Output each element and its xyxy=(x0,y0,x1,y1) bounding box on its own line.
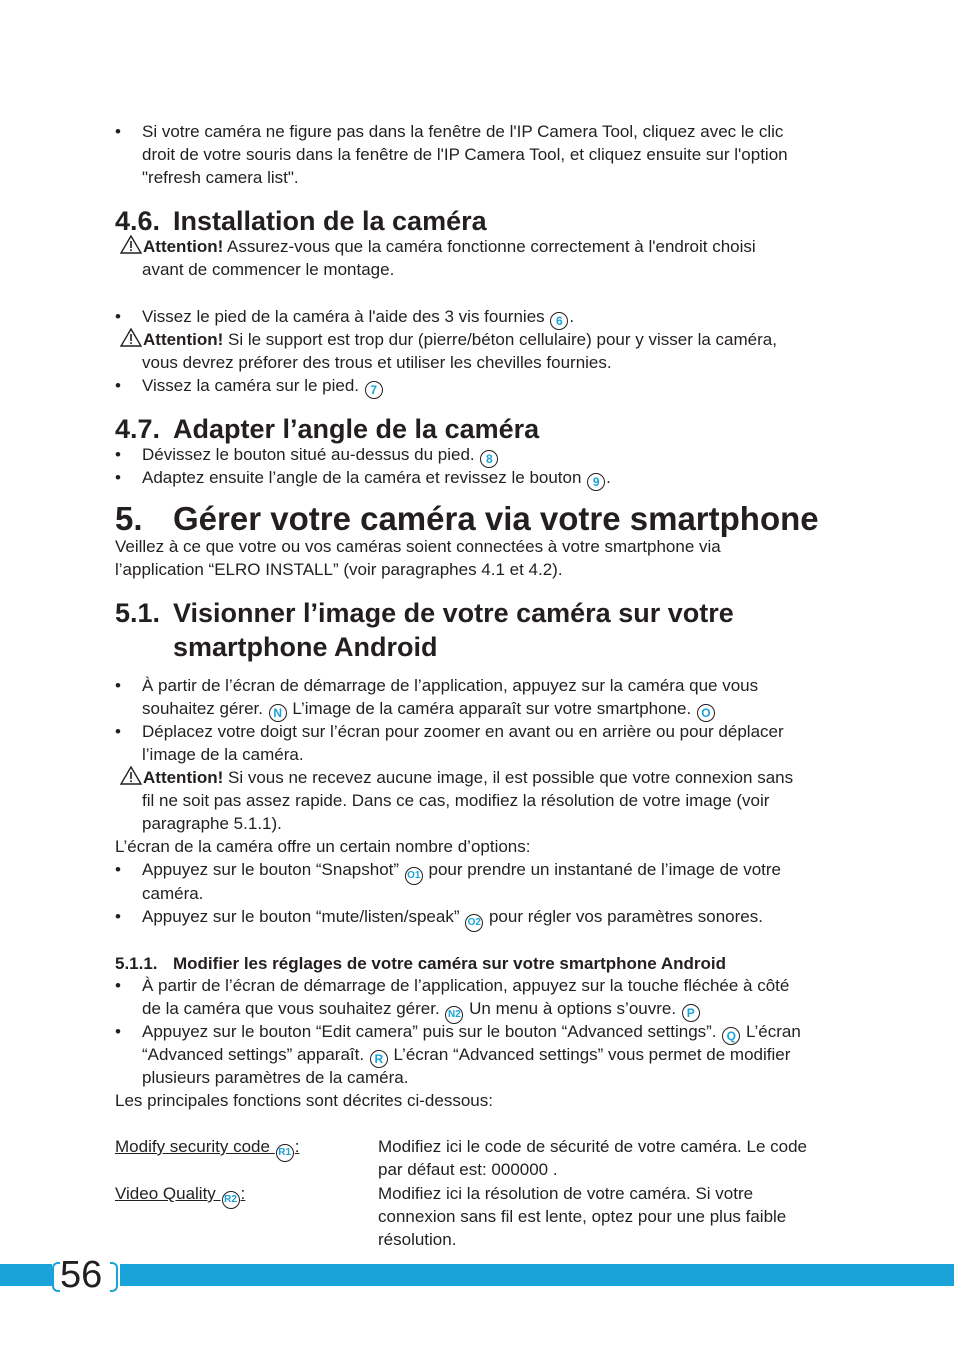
definition-colon: : xyxy=(240,1184,246,1203)
definition-term xyxy=(115,1135,299,1162)
list-item: Adaptez ensuite l’angle de la caméra et revissez le bouton 9 . xyxy=(142,468,611,489)
definition-description-line: résolution. xyxy=(378,1230,457,1249)
list-item-line xyxy=(142,905,763,932)
list-item-line xyxy=(142,1043,790,1068)
reference-marker: R1 xyxy=(276,1144,294,1162)
definition-term-text: Video Quality xyxy=(115,1184,221,1203)
list-item-line xyxy=(142,697,716,722)
list-item-text: Adaptez ensuite l’angle de la caméra et revissez le bouton xyxy=(142,468,587,487)
section-5-title: Gérer votre caméra via votre smartphone xyxy=(173,500,819,537)
definition-term xyxy=(115,1182,245,1209)
attention-text: Si vous ne recevez aucune image, il est possible que votre connexion sans xyxy=(223,768,794,787)
attention-text-line-2: vous devrez préforer des trous et utiliser les chevilles fournies. xyxy=(142,353,612,372)
bullet: • xyxy=(115,445,121,464)
section-5-number: 5. xyxy=(115,500,143,537)
page-number: 56 xyxy=(60,1254,103,1296)
bullet: • xyxy=(115,860,121,879)
reference-marker: 8 xyxy=(480,450,498,468)
list-item-line: À partir de l’écran de démarrage de l’application, appuyez sur la touche fléchée à côté xyxy=(142,976,790,995)
list-item-text: souhaitez gérer. xyxy=(142,699,268,718)
reference-marker: R2 xyxy=(222,1191,240,1209)
attention-text-line-3: paragraphe 5.1.1). xyxy=(142,814,282,833)
intro-line-3: "refresh camera list". xyxy=(142,168,299,187)
footer-bracket-left xyxy=(52,1262,60,1292)
list-item-line xyxy=(142,1020,801,1045)
list-item xyxy=(142,443,499,468)
section-5-1-title-line-2: smartphone Android xyxy=(173,632,438,662)
definition-colon: : xyxy=(294,1137,300,1156)
reference-marker: 6 xyxy=(550,312,568,330)
section-4-7-title: Adapter l’angle de la caméra xyxy=(173,414,540,444)
bullet: • xyxy=(115,376,121,395)
bullet: • xyxy=(115,722,121,741)
footer-bracket-right xyxy=(110,1262,118,1292)
section-4-7-number: 4.7. xyxy=(115,414,161,444)
reference-marker: 7 xyxy=(365,381,383,399)
intro-line-1: Si votre caméra ne figure pas dans la fenêtre de l'IP Camera Tool, cliquez avec le clic xyxy=(142,122,784,141)
bullet: • xyxy=(115,1022,121,1041)
list-item-text: L’écran “Advanced settings” vous permet de modifier xyxy=(388,1045,791,1064)
attention-text-line-2: avant de commencer le montage. xyxy=(142,260,395,279)
list-item-line: plusieurs paramètres de la caméra. xyxy=(142,1068,409,1087)
attention-text: Assurez-vous que la caméra fonctionne correctement à l'endroit choisi xyxy=(223,237,756,256)
list-item-text: Un menu à options s’ouvre. xyxy=(464,999,681,1018)
section-5-1-number: 5.1. xyxy=(115,598,161,628)
functions-intro: Les principales fonctions sont décrites ci-dessous: xyxy=(115,1091,493,1110)
warning-icon xyxy=(120,766,142,785)
reference-marker: Q xyxy=(722,1027,740,1045)
list-item xyxy=(142,374,384,399)
list-item-text: L’écran xyxy=(741,1022,801,1041)
list-item-text: pour prendre un instantané de l’image de votre xyxy=(423,860,782,879)
warning-icon xyxy=(120,235,142,254)
footer-bar-right xyxy=(120,1264,954,1286)
options-intro: L’écran de la caméra offre un certain nombre d’options: xyxy=(115,837,531,856)
intro-line-2: droit de votre souris dans la fenêtre de l'IP Camera Tool, et cliquez ensuite sur l'option xyxy=(142,145,788,164)
section-4-6-number: 4.6. xyxy=(115,206,161,236)
list-item-text: pour régler vos paramètres sonores. xyxy=(484,907,763,926)
list-item-text: “Advanced settings” apparaît. xyxy=(142,1045,369,1064)
list-item-line: Déplacez votre doigt sur l’écran pour zoomer en avant ou en arrière ou pour déplacer xyxy=(142,722,784,741)
attention-block xyxy=(120,235,756,258)
attention-label: Attention! xyxy=(143,768,224,787)
reference-marker: P xyxy=(682,1004,700,1022)
list-item-line xyxy=(142,858,781,885)
definition-description-line: par défaut est: 000000 . xyxy=(378,1160,558,1179)
list-item-text: de la caméra que vous souhaitez gérer. xyxy=(142,999,445,1018)
reference-marker: O2 xyxy=(465,914,483,932)
list-item-text: Appuyez sur le bouton “Snapshot” xyxy=(142,860,404,879)
section-5-1-1-number: 5.1.1. xyxy=(115,954,158,973)
list-item-line: caméra. xyxy=(142,884,204,903)
reference-marker: N xyxy=(269,704,287,722)
footer-bar-left xyxy=(0,1264,52,1286)
list-item-line: l’image de la caméra. xyxy=(142,745,304,764)
reference-marker: 9 xyxy=(587,473,605,491)
list-item-line: À partir de l’écran de démarrage de l’application, appuyez sur la caméra que vous xyxy=(142,676,759,695)
attention-label: Attention! xyxy=(143,330,224,349)
definition-description-line: Modifiez ici la résolution de votre caméra. Si votre xyxy=(378,1184,754,1203)
reference-marker: N2 xyxy=(445,1006,463,1024)
attention-label: Attention! xyxy=(143,237,224,256)
section-5-1-title-line-1: Visionner l’image de votre caméra sur votre xyxy=(173,598,734,628)
section-5-paragraph-line-1: Veillez à ce que votre ou vos caméras soient connectées à votre smartphone via xyxy=(115,537,721,556)
list-item-text: Appuyez sur le bouton “Edit camera” puis sur le bouton “Advanced settings”. xyxy=(142,1022,722,1041)
attention-block xyxy=(120,328,777,351)
list-item-text: L’image de la caméra apparaît sur votre smartphone. xyxy=(287,699,696,718)
section-4-6-title: Installation de la caméra xyxy=(173,206,487,236)
bullet: • xyxy=(115,907,121,926)
attention-text-line-2: fil ne soit pas assez rapide. Dans ce cas, modifiez la résolution de votre image (voir xyxy=(142,791,770,810)
definition-description-line: connexion sans fil est lente, optez pour une plus faible xyxy=(378,1207,787,1226)
list-item-text: Vissez le pied de la caméra à l'aide des 3 vis fournies xyxy=(142,307,550,326)
bullet: • xyxy=(115,307,121,326)
reference-marker: O1 xyxy=(405,867,423,885)
reference-marker: R xyxy=(370,1050,388,1068)
list-item-text: Dévissez le bouton situé au-dessus du pied. xyxy=(142,445,480,464)
attention-block xyxy=(120,766,793,789)
definition-description-line: Modifiez ici le code de sécurité de votre caméra. Le code xyxy=(378,1137,808,1156)
section-5-paragraph-line-2: l’application “ELRO INSTALL” (voir paragraphes 4.1 et 4.2). xyxy=(115,560,563,579)
bullet: • xyxy=(115,468,121,487)
reference-marker: O xyxy=(697,704,715,722)
section-5-1-1-title: Modifier les réglages de votre caméra sur votre smartphone Android xyxy=(173,954,726,973)
list-item-text: Vissez la caméra sur le pied. xyxy=(142,376,364,395)
definition-term-text: Modify security code xyxy=(115,1137,275,1156)
bullet: • xyxy=(115,676,121,695)
list-item: Vissez le pied de la caméra à l'aide des 3 vis fournies 6 . xyxy=(142,307,575,328)
bullet: • xyxy=(115,122,121,141)
bullet: • xyxy=(115,976,121,995)
attention-text: Si le support est trop dur (pierre/béton cellulaire) pour y visser la caméra, xyxy=(223,330,777,349)
warning-icon xyxy=(120,328,142,347)
list-item-text: Appuyez sur le bouton “mute/listen/speak” xyxy=(142,907,465,926)
